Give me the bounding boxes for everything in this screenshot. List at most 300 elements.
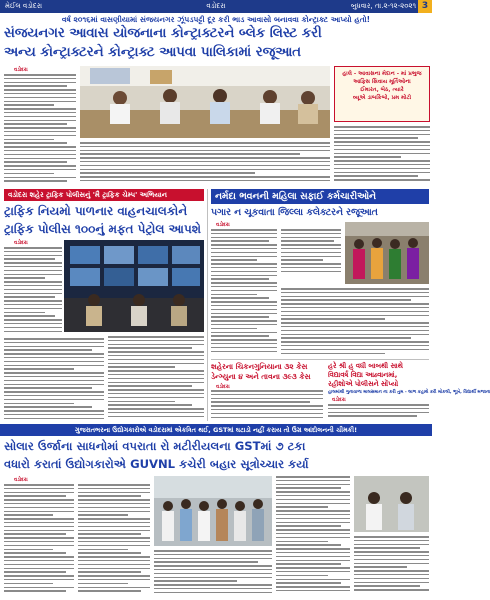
text-line bbox=[154, 561, 258, 563]
text-line bbox=[4, 530, 74, 532]
text-line bbox=[108, 408, 204, 410]
text-line bbox=[354, 536, 429, 538]
text-line bbox=[4, 270, 62, 272]
story1-headline-line2: અન્ય કોન્ટ્રાક્ટરને કોન્ટ્રાક્ટ આપવા પાલિકામાં રજૂઆત bbox=[4, 45, 301, 60]
text-line bbox=[211, 316, 269, 318]
text-line bbox=[276, 506, 328, 508]
story5-headline-line1: હરે શ્રી હ્ વધી બાબથી સાથે bbox=[328, 362, 403, 370]
text-line bbox=[281, 271, 341, 273]
text-line bbox=[276, 487, 341, 489]
text-line bbox=[78, 556, 150, 558]
text-line bbox=[80, 142, 330, 144]
text-line bbox=[211, 332, 277, 334]
text-line bbox=[211, 263, 277, 265]
story1-headline-line1: સંજયનગર આવાસ યોજનાના કોન્ટ્રાક્ટરને બ્લેક લિસ્ટ કરી bbox=[4, 26, 322, 41]
text-line bbox=[281, 288, 429, 290]
text-line bbox=[281, 349, 429, 351]
text-line bbox=[4, 177, 76, 179]
text-line bbox=[4, 312, 45, 314]
text-line bbox=[4, 142, 67, 144]
text-line bbox=[4, 131, 76, 133]
text-line bbox=[334, 172, 430, 174]
text-line bbox=[281, 252, 341, 254]
text-line bbox=[4, 575, 74, 577]
story6-photo-right bbox=[354, 476, 429, 532]
text-line bbox=[276, 495, 350, 497]
text-line bbox=[354, 578, 429, 580]
text-line bbox=[328, 404, 429, 406]
text-line bbox=[108, 336, 204, 338]
text-line bbox=[4, 112, 76, 114]
text-line bbox=[108, 355, 204, 357]
text-line bbox=[281, 315, 429, 317]
text-line bbox=[281, 341, 429, 343]
text-line bbox=[154, 584, 272, 586]
text-line bbox=[154, 554, 272, 556]
text-line bbox=[4, 537, 74, 539]
text-line bbox=[211, 309, 277, 311]
text-line bbox=[276, 533, 350, 535]
text-line bbox=[211, 275, 277, 277]
text-line bbox=[276, 586, 350, 588]
story6-byline: વડોદરા bbox=[14, 477, 28, 483]
text-line bbox=[108, 363, 204, 365]
text-line bbox=[211, 339, 277, 341]
text-line bbox=[4, 251, 62, 253]
text-line bbox=[4, 526, 74, 528]
text-line bbox=[78, 503, 150, 505]
text-line bbox=[211, 347, 277, 349]
text-line bbox=[4, 304, 62, 306]
text-line bbox=[4, 146, 76, 148]
text-line bbox=[334, 164, 430, 166]
text-line bbox=[4, 127, 76, 129]
callout-line: હાલે - આવાસના મેદાન - માં પ્રભુજ bbox=[342, 71, 422, 77]
text-line bbox=[4, 82, 76, 84]
text-line bbox=[211, 290, 277, 292]
story2-text-col3 bbox=[108, 336, 204, 422]
text-line bbox=[108, 347, 192, 349]
text-line bbox=[4, 380, 104, 382]
text-line bbox=[78, 537, 150, 539]
text-line bbox=[276, 518, 350, 520]
text-line bbox=[80, 157, 330, 159]
text-line bbox=[276, 503, 350, 505]
text-line bbox=[4, 353, 104, 355]
text-line bbox=[354, 570, 429, 572]
text-line bbox=[80, 146, 330, 148]
text-line bbox=[276, 571, 350, 573]
text-line bbox=[281, 248, 341, 250]
text-line bbox=[108, 340, 204, 342]
text-line bbox=[108, 393, 204, 395]
text-line bbox=[78, 530, 150, 532]
text-line bbox=[276, 548, 350, 550]
text-line bbox=[276, 525, 341, 527]
text-line bbox=[4, 511, 74, 513]
story6-headline-line1: સોલાર ઉર્જાના સાધનોમાં વપરાતા રો મટીરીયલના GSTમાં ૭ ટકા bbox=[4, 439, 306, 453]
text-line bbox=[78, 522, 150, 524]
text-line bbox=[4, 173, 54, 175]
text-line bbox=[281, 229, 341, 231]
text-line bbox=[108, 401, 175, 403]
text-line bbox=[211, 313, 277, 315]
text-line bbox=[211, 244, 277, 246]
text-line bbox=[80, 172, 255, 174]
text-line bbox=[4, 74, 76, 76]
text-line bbox=[211, 417, 323, 419]
text-line bbox=[4, 410, 104, 412]
text-line bbox=[334, 160, 430, 162]
story3-text-bottom bbox=[281, 288, 429, 358]
text-line bbox=[4, 293, 62, 295]
text-line bbox=[4, 346, 104, 348]
text-line bbox=[78, 488, 150, 490]
text-line bbox=[4, 331, 62, 333]
text-line bbox=[211, 282, 277, 284]
text-line bbox=[4, 158, 76, 160]
text-line bbox=[4, 104, 54, 106]
text-line bbox=[211, 259, 257, 261]
text-line bbox=[78, 499, 150, 501]
text-line bbox=[334, 126, 430, 128]
text-line bbox=[276, 510, 350, 512]
text-line bbox=[4, 556, 74, 558]
text-line bbox=[211, 351, 277, 353]
text-line bbox=[281, 259, 323, 261]
text-line bbox=[4, 564, 74, 566]
text-line bbox=[211, 267, 277, 269]
text-line bbox=[328, 415, 417, 417]
story1-text-under-photo bbox=[80, 142, 330, 186]
page-number: 3 bbox=[418, 0, 432, 13]
text-line bbox=[211, 240, 269, 242]
text-line bbox=[276, 552, 350, 554]
text-line bbox=[4, 541, 74, 543]
text-line bbox=[4, 97, 76, 99]
text-line bbox=[4, 274, 62, 276]
text-line bbox=[211, 256, 277, 258]
text-line bbox=[334, 179, 430, 181]
text-line bbox=[276, 499, 350, 501]
text-line bbox=[80, 165, 330, 167]
text-line bbox=[4, 323, 62, 325]
text-line bbox=[281, 322, 429, 324]
text-line bbox=[4, 120, 76, 122]
text-line bbox=[354, 563, 429, 565]
text-line bbox=[354, 589, 429, 591]
text-line bbox=[154, 588, 272, 590]
section-divider bbox=[211, 359, 429, 360]
text-line bbox=[108, 389, 204, 391]
text-line bbox=[276, 514, 350, 516]
text-line bbox=[80, 153, 300, 155]
text-line bbox=[281, 334, 429, 336]
text-line bbox=[276, 476, 350, 478]
text-line bbox=[4, 391, 104, 393]
text-line bbox=[4, 93, 76, 95]
story3-headline-line2: પગાર ન ચૂકવાતા જિલ્લા કલેક્ટરને રજૂઆત bbox=[211, 207, 378, 218]
callout-line: ઈમારત, બેઠ, ત્યારે bbox=[360, 87, 404, 93]
text-line bbox=[334, 149, 430, 151]
story3-text-col2 bbox=[281, 229, 341, 277]
text-line bbox=[4, 266, 62, 268]
text-line bbox=[4, 78, 76, 80]
text-line bbox=[4, 169, 76, 171]
text-line bbox=[78, 492, 150, 494]
text-line bbox=[4, 123, 67, 125]
story2-headline-line1: ટ્રાફિક નિયમો પાળનાર વાહનચાલકોને bbox=[4, 204, 188, 218]
text-line bbox=[4, 503, 74, 505]
text-line bbox=[4, 376, 104, 378]
text-line bbox=[154, 573, 272, 575]
text-line bbox=[78, 571, 141, 573]
story6-text-under-photo bbox=[154, 550, 272, 596]
story2-byline: વડોદરા bbox=[14, 240, 28, 246]
protest-photo-illustration bbox=[345, 222, 429, 284]
text-line bbox=[281, 330, 429, 332]
text-line bbox=[281, 345, 429, 347]
text-line bbox=[4, 89, 76, 91]
text-line bbox=[281, 337, 411, 339]
text-line bbox=[281, 353, 385, 355]
text-line bbox=[211, 343, 277, 345]
meeting-photo-illustration bbox=[80, 66, 330, 138]
text-line bbox=[211, 271, 277, 273]
text-line bbox=[276, 529, 350, 531]
text-line bbox=[108, 416, 204, 418]
text-line bbox=[4, 549, 53, 551]
text-line bbox=[108, 351, 204, 353]
callout-line: વ્યૂએ ડાબકિબો, પ્રમ મોટો bbox=[352, 95, 412, 101]
text-line bbox=[4, 139, 54, 141]
text-line bbox=[4, 300, 62, 302]
text-line bbox=[78, 526, 150, 528]
text-line bbox=[281, 303, 429, 305]
masthead-band bbox=[0, 0, 432, 13]
text-line bbox=[328, 408, 429, 410]
story5-subline: હાલમાંથી ગુનાવાળા માલસમાન ના કરી તુમ - લાભ કહાથે કરી મોકલી, ભૂખે, વિદ્યાર્થી મજાના bbox=[328, 390, 490, 395]
text-line bbox=[4, 403, 74, 405]
text-line bbox=[334, 153, 430, 155]
story2-kicker: વડોદરા શહેર ટ્રાફિક પોલીસનું 'મૈ ટ્રાફિક ચેમ્પ' અભિયાન bbox=[4, 189, 204, 201]
text-line bbox=[211, 394, 323, 396]
text-line bbox=[354, 574, 429, 576]
text-line bbox=[78, 545, 150, 547]
text-line bbox=[4, 499, 74, 501]
text-line bbox=[354, 582, 429, 584]
text-line bbox=[78, 568, 150, 570]
text-line bbox=[4, 406, 92, 408]
text-line bbox=[276, 575, 328, 577]
text-line bbox=[154, 550, 272, 552]
text-line bbox=[276, 484, 350, 486]
text-line bbox=[108, 385, 192, 387]
story5-byline: વડોદરા bbox=[332, 397, 346, 403]
text-line bbox=[211, 278, 269, 280]
story3-text-col1 bbox=[211, 229, 277, 357]
text-line bbox=[4, 533, 66, 535]
edition-name: મેઈલ વડોદરા bbox=[5, 2, 43, 10]
text-line bbox=[211, 229, 277, 231]
text-line bbox=[281, 244, 341, 246]
text-line bbox=[281, 237, 341, 239]
text-line bbox=[4, 357, 104, 359]
text-line bbox=[211, 297, 269, 299]
text-line bbox=[4, 414, 104, 416]
story6-text-col4 bbox=[276, 476, 350, 596]
text-line bbox=[281, 311, 429, 313]
text-line bbox=[108, 382, 204, 384]
text-line bbox=[4, 552, 66, 554]
text-line bbox=[281, 307, 429, 309]
text-line bbox=[78, 560, 150, 562]
story1-text-col1 bbox=[4, 74, 76, 186]
story6-text-right bbox=[354, 536, 429, 596]
text-line bbox=[328, 412, 429, 414]
story1-kicker: વર્ષ ૨૦૧૬માં વાસણીયામાં સંજયનગર ઝૂંપડપટ્ટી દૂર કરી ભાડ આવાસો બનાવવા કોન્ટ્રાક્ટ આપ્યો હતો! bbox=[61, 15, 371, 24]
story1-callout-box bbox=[334, 66, 430, 122]
text-line bbox=[334, 156, 401, 158]
text-line bbox=[4, 495, 66, 497]
story6-headline-line2: વધારો કરાતાં ઉદ્યોગકારોએ GUVNL કચેરી બહાર સૂત્રોચ્ચાર કર્યા bbox=[4, 457, 309, 471]
text-line bbox=[281, 233, 341, 235]
text-line bbox=[211, 320, 277, 322]
story4-headline-line1: શહેરના ચિકનગુનિયાના ૩૨ કેસ bbox=[211, 362, 308, 371]
text-line bbox=[276, 560, 350, 562]
control-room-illustration bbox=[64, 240, 204, 332]
text-line bbox=[154, 569, 272, 571]
text-line bbox=[108, 359, 204, 361]
text-line bbox=[78, 518, 150, 520]
story6-text-col2 bbox=[78, 484, 150, 596]
text-line bbox=[80, 161, 330, 163]
text-line bbox=[80, 150, 330, 152]
story5-headline-line3: રહીશોએ પોલીસને સોંપ્યો bbox=[328, 380, 399, 388]
text-line bbox=[276, 541, 328, 543]
text-line bbox=[4, 484, 74, 486]
rally-photo-illustration bbox=[154, 476, 272, 546]
text-line bbox=[211, 405, 323, 407]
story6-kicker: ગુજરાતભરના ઉદ્યોગકારોએ વડોદરામાં એકત્રિત થઈ, GSTમાં ઘટાડો નહીં કરાય તો ઉગ્ર આંદોલનની ચીમકી! bbox=[0, 424, 432, 436]
text-line bbox=[4, 165, 76, 167]
text-line bbox=[4, 135, 76, 137]
story2-text-col1 bbox=[4, 247, 62, 335]
story1-text-right bbox=[334, 126, 430, 186]
text-line bbox=[78, 541, 150, 543]
text-line bbox=[4, 255, 62, 257]
story2-text-col2 bbox=[4, 338, 104, 422]
text-line bbox=[281, 256, 341, 258]
text-line bbox=[4, 492, 74, 494]
text-line bbox=[276, 537, 350, 539]
text-line bbox=[78, 484, 150, 486]
text-line bbox=[78, 507, 150, 509]
text-line bbox=[4, 560, 74, 562]
city-name: વડોદરા bbox=[206, 2, 226, 10]
text-line bbox=[4, 514, 53, 516]
text-line bbox=[4, 150, 76, 152]
text-line bbox=[4, 583, 53, 585]
text-line bbox=[281, 296, 429, 298]
text-line bbox=[4, 579, 74, 581]
text-line bbox=[4, 296, 55, 298]
text-line bbox=[4, 285, 62, 287]
text-line bbox=[211, 237, 277, 239]
text-line bbox=[4, 161, 67, 163]
text-line bbox=[4, 308, 62, 310]
text-line bbox=[154, 558, 272, 560]
text-line bbox=[4, 289, 62, 291]
text-line bbox=[211, 401, 310, 403]
text-line bbox=[334, 175, 418, 177]
text-line bbox=[4, 101, 76, 103]
text-line bbox=[78, 564, 150, 566]
text-line bbox=[211, 324, 277, 326]
story5-text bbox=[328, 404, 429, 422]
text-line bbox=[80, 176, 330, 178]
text-line bbox=[154, 565, 272, 567]
text-line bbox=[211, 294, 257, 296]
story1-byline: વડોદરા bbox=[14, 67, 28, 73]
text-line bbox=[281, 267, 341, 269]
text-line bbox=[4, 399, 104, 401]
text-line bbox=[154, 592, 272, 594]
text-line bbox=[4, 395, 104, 397]
text-line bbox=[4, 518, 74, 520]
text-line bbox=[4, 319, 62, 321]
officials-photo-illustration bbox=[354, 476, 429, 532]
callout-line: આફિસ સિવાય મૂર્તિઓના bbox=[353, 79, 411, 85]
text-line bbox=[108, 370, 204, 372]
text-line bbox=[281, 299, 411, 301]
text-line bbox=[276, 582, 341, 584]
text-line bbox=[4, 590, 66, 592]
text-line bbox=[211, 409, 323, 411]
text-line bbox=[4, 315, 55, 317]
text-line bbox=[4, 277, 45, 279]
text-line bbox=[154, 580, 237, 582]
text-line bbox=[211, 413, 323, 415]
text-line bbox=[211, 390, 323, 392]
text-line bbox=[211, 286, 277, 288]
story3-headline-line1: નર્મદા ભવનની મહિલા સફાઈ કર્મચારીઓને bbox=[211, 189, 429, 204]
text-line bbox=[211, 305, 277, 307]
text-line bbox=[281, 326, 429, 328]
text-line bbox=[108, 397, 204, 399]
text-line bbox=[4, 349, 92, 351]
text-line bbox=[108, 374, 204, 376]
text-line bbox=[78, 575, 150, 577]
text-line bbox=[276, 480, 350, 482]
text-line bbox=[4, 342, 104, 344]
text-line bbox=[354, 544, 429, 546]
story3-photo bbox=[345, 222, 429, 284]
text-line bbox=[4, 372, 104, 374]
story2-headline-line2: ટ્રાફિક પોલીસ ૧૦૦નું મફત પેટ્રોલ આપશે bbox=[4, 222, 201, 236]
text-line bbox=[108, 366, 175, 368]
text-line bbox=[211, 335, 269, 337]
text-line bbox=[4, 258, 55, 260]
story5-headline-line2: વિદ્યાવર્ષ વિદ્યા આહ્વાનમાં, bbox=[328, 371, 398, 379]
text-line bbox=[4, 365, 104, 367]
text-line bbox=[276, 567, 350, 569]
text-line bbox=[281, 240, 334, 242]
text-line bbox=[354, 540, 429, 542]
text-line bbox=[281, 292, 429, 294]
issue-date: બુધવાર, તા.૨-૧૨-૨૦૨૧ bbox=[350, 2, 416, 10]
text-line bbox=[211, 248, 277, 250]
